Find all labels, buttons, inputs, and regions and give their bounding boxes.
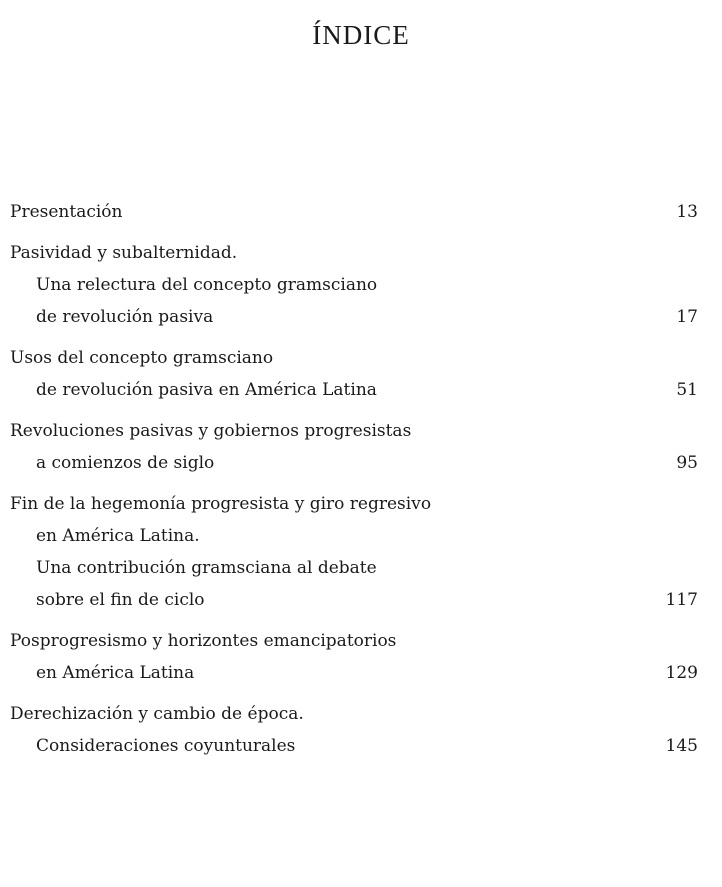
toc-entry-pasividad-y-subalternidad <box>10 237 698 333</box>
toc-entry-continuation-line: de revolución pasiva <box>36 307 214 327</box>
toc-entry-fin-de-la-hegemonia <box>10 488 698 616</box>
toc-entry-title-line: Pasividad y subalternidad. <box>10 243 238 263</box>
toc-entry-page-number: 145 <box>665 736 698 756</box>
toc-entry-title-line: Presentación <box>10 202 123 222</box>
toc-entry-page-number: 51 <box>676 380 698 400</box>
toc-entry-page-number: 117 <box>665 590 698 610</box>
toc-entry-continuation-line: en América Latina. <box>36 526 200 546</box>
toc-entry-title-line: Revoluciones pasivas y gobiernos progresistas <box>10 421 412 441</box>
toc-entry-page-number: 129 <box>665 663 698 683</box>
toc-entry-continuation-line: sobre el fin de ciclo <box>36 590 205 610</box>
toc-entry-continuation-line: Una relectura del concepto gramsciano <box>36 275 378 295</box>
toc-entry-page-number: 13 <box>676 202 698 222</box>
toc-entry-continuation-line: Una contribución gramsciana al debate <box>36 558 377 578</box>
toc-entry-revoluciones-pasivas <box>10 415 698 479</box>
toc-entry-title-line: Posprogresismo y horizontes emancipatorios <box>10 631 397 651</box>
toc-entry-page-number: 17 <box>676 307 698 327</box>
table-of-contents <box>10 196 698 771</box>
page-title: ÍNDICE <box>312 20 410 50</box>
toc-entry-continuation-line: Consideraciones coyunturales <box>36 736 296 756</box>
toc-entry-usos-del-concepto <box>10 342 698 406</box>
toc-entry-title-line: Fin de la hegemonía progresista y giro regresivo <box>10 494 432 514</box>
toc-entry-continuation-line: de revolución pasiva en América Latina <box>36 380 377 400</box>
toc-entry-derechizacion <box>10 698 698 762</box>
toc-entry-posprogresismo <box>10 625 698 689</box>
toc-entry-title-line: Usos del concepto gramsciano <box>10 348 274 368</box>
toc-entry-page-number: 95 <box>676 453 698 473</box>
toc-entry-continuation-line: en América Latina <box>36 663 195 683</box>
toc-entry-presentacion <box>10 196 698 228</box>
toc-entry-title-line: Derechización y cambio de época. <box>10 704 304 724</box>
toc-entry-continuation-line: a comienzos de siglo <box>36 453 215 473</box>
